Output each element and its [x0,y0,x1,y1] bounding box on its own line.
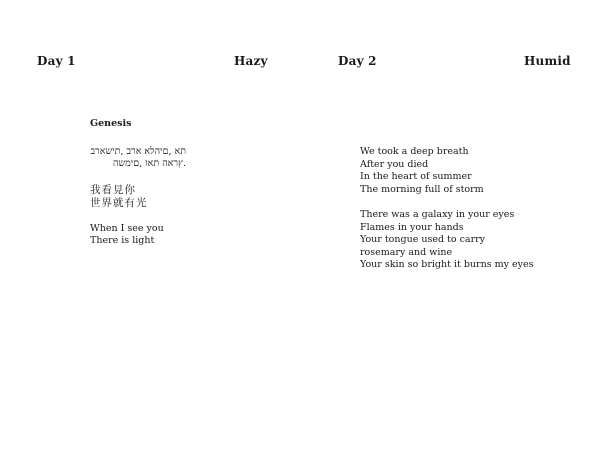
chinese-stanza [90,184,290,210]
right-page-poem [360,146,580,285]
stanza-2 [360,209,580,272]
poem-line: After you died [360,158,429,170]
left-page-poem [90,118,290,261]
poem-line: There was a galaxy in your eyes [360,209,515,220]
poem-line: The morning full of storm [360,183,484,195]
poem-line: We took a deep breath [360,146,469,157]
poem-line: rosemary and wine [360,246,453,258]
poem-line: Your tongue used to carry [360,234,486,245]
chinese-line: 世界就有光 [90,196,148,209]
day1-weather: Hazy [234,54,268,68]
stanza-1 [360,146,580,196]
day2-label: Day 2 [338,54,377,68]
english-line: When I see you [90,222,164,234]
poem-line: Flames in your hands [360,221,464,233]
poem-line: Your skin so bright it burns my eyes [360,259,534,270]
english-line: There is light [90,235,155,246]
english-stanza [90,223,290,248]
hebrew-line: .ץראה תאו ,םימשה [112,158,186,169]
poem-title: Genesis [90,118,132,129]
hebrew-stanza [90,146,186,171]
poem-line: In the heart of summer [360,171,472,182]
day2-weather: Humid [524,54,571,68]
day1-label: Day 1 [37,54,76,68]
hebrew-line: תא ,םיהלא ארב ,תישארב [90,145,186,157]
chinese-line: 我看見你 [90,183,136,196]
